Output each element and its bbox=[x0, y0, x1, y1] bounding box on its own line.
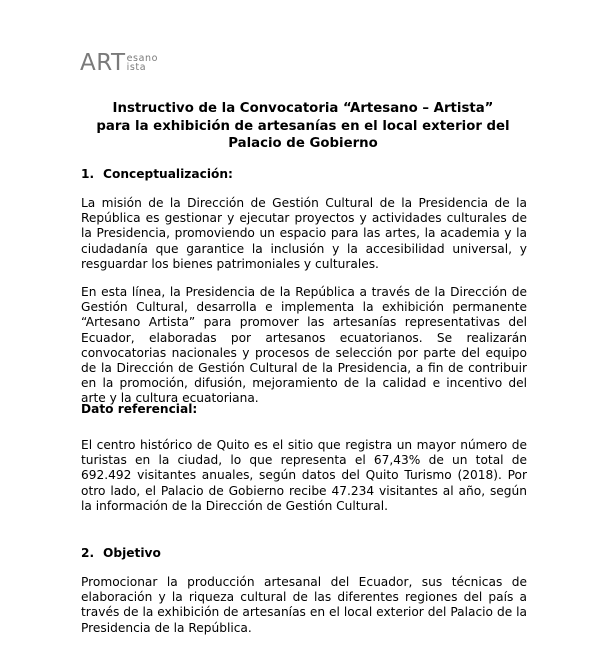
section-heading-text: Dato referencial: bbox=[81, 402, 198, 416]
section-heading-objetivo bbox=[81, 545, 161, 561]
section-heading-dato-referencial bbox=[81, 401, 197, 417]
title-line-2: para la exhibición de artesanías en el local exterior del bbox=[96, 118, 510, 134]
section-number: 1. bbox=[81, 167, 95, 181]
paragraph-linea: En esta línea, la Presidencia de la República a través de la Dirección de Gestión Cultural, desarrolla e implementa la exhibición permanente “Artesano Artista” para promover las artesanías representativas del Ecuador, elaboradas por artesanos ecuatorianos. Se realizarán convocatorias nacionales y procesos de selección por parte del equipo de la Dirección de Gestión Cultural de la Presidencia, a fin de contribuir en la promoción, difusión, mejoramiento de la calidad e incentivo del arte y la cultura ecuatoriana. bbox=[81, 285, 527, 406]
paragraph-dato-referencial: El centro histórico de Quito es el sitio que registra un mayor número de turistas en la ciudad, lo que representa el 67,43% de un total de 692.492 visitantes anuales, según datos del Quito Turismo (2018). Por otro lado, el Palacio de Gobierno recibe 47.234 visitantes al año, según la información de la Dirección de Gestión Cultural. bbox=[81, 438, 527, 513]
logo-top-text: esano bbox=[126, 53, 159, 64]
section-number: 2. bbox=[81, 546, 95, 560]
title-line-1: Instructivo de la Convocatoria “Artesano – Artista” bbox=[112, 101, 494, 116]
logo-side-text bbox=[127, 54, 158, 72]
document-title bbox=[80, 100, 526, 153]
artesano-artista-logo bbox=[80, 52, 158, 74]
logo-main-text: ART bbox=[80, 50, 126, 76]
section-heading-text: Objetivo bbox=[103, 546, 161, 560]
section-heading-text: Conceptualización: bbox=[103, 167, 233, 181]
paragraph-objetivo: Promocionar la producción artesanal del Ecuador, sus técnicas de elaboración y la riqueza cultural de las diferentes regiones del país a través de la exhibición de artesanías en el local exterior del Palacio de la Presidencia de la República. bbox=[81, 575, 527, 635]
section-heading-conceptualizacion bbox=[81, 166, 233, 182]
logo-bottom-text: ista bbox=[126, 62, 147, 73]
title-line-3: Palacio de Gobierno bbox=[228, 136, 378, 151]
paragraph-mision: La misión de la Dirección de Gestión Cultural de la Presidencia de la República es gestionar y ejecutar proyectos y actividades culturales de la Presidencia, promoviendo un espacio para las artes, la academia y la ciudadanía que garantice la inclusión y la accesibilidad universal, y resguardar los bienes patrimoniales y culturales. bbox=[81, 196, 527, 271]
